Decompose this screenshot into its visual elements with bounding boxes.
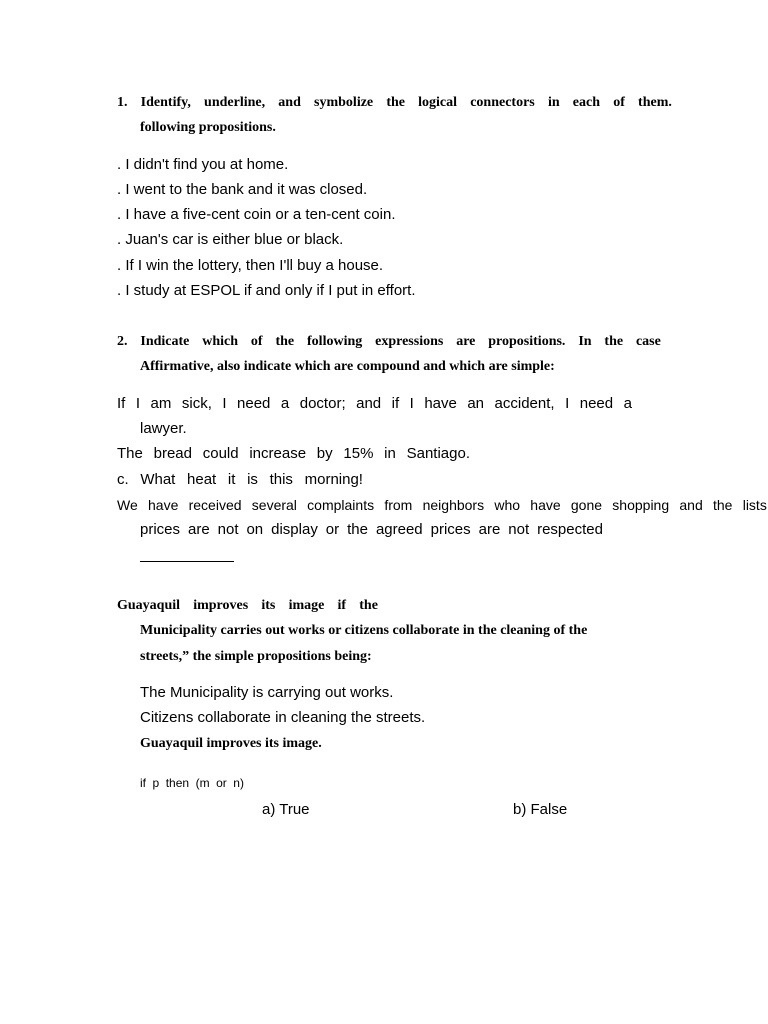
option-b-false: b) False (513, 801, 568, 818)
q2-item3 (117, 471, 363, 489)
q1-item-1: . I didn't find you at home. (117, 156, 289, 173)
word: the (275, 334, 295, 349)
word: gone (570, 497, 603, 513)
word: morning! (304, 471, 363, 488)
word: who (494, 497, 521, 513)
word: 1. (117, 95, 128, 110)
word: prices (430, 521, 471, 538)
word: not (508, 521, 530, 538)
word: of (250, 334, 263, 349)
word: in (384, 445, 396, 462)
word: n) (233, 776, 244, 790)
word: What (140, 471, 176, 488)
word: and (278, 95, 301, 110)
answer-blank-line (140, 561, 234, 562)
word: following (307, 334, 363, 349)
word: the (712, 497, 733, 513)
word: propositions. (488, 334, 566, 349)
q2-item4-line2 (140, 521, 603, 539)
word: case (635, 334, 661, 349)
word: from (384, 497, 413, 513)
q2-item1-line2: lawyer. (140, 420, 187, 437)
word: and (679, 497, 703, 513)
word: are (478, 521, 501, 538)
word: The (117, 445, 143, 462)
word: (m (195, 776, 210, 790)
word: accident, (494, 395, 555, 412)
word: need (579, 395, 614, 412)
word: have (148, 497, 179, 513)
q3-heading-line3: streets,” the simple propositions being: (140, 649, 372, 664)
word: increase (249, 445, 307, 462)
word: received (188, 497, 242, 513)
word: if (140, 776, 146, 790)
word: doctor; (299, 395, 346, 412)
word: I (135, 395, 141, 412)
q3-prop-3: Guayaquil improves its image. (140, 736, 322, 751)
word: underline, (204, 95, 266, 110)
word: image (288, 598, 325, 613)
word: have (530, 497, 561, 513)
q1-heading-line2: following propositions. (140, 120, 276, 135)
word: improves (193, 598, 249, 613)
q1-item-2: . I went to the bank and it was closed. (117, 181, 368, 198)
q3-prop-2: Citizens collaborate in cleaning the streets. (140, 709, 426, 726)
word: the (347, 521, 368, 538)
q2-heading-line1 (117, 333, 661, 351)
word: a (623, 395, 632, 412)
word: if (391, 395, 400, 412)
word: and (356, 395, 382, 412)
word: sick, (181, 395, 212, 412)
word: prices (140, 521, 181, 538)
word: expressions (375, 334, 444, 349)
word: then (165, 776, 190, 790)
word: c. (117, 471, 129, 488)
q1-item-5: . If I win the lottery, then I'll buy a house. (117, 257, 384, 274)
word: In (578, 334, 592, 349)
word: Guayaquil (117, 598, 181, 613)
q3-prop-1: The Municipality is carrying out works. (140, 684, 394, 701)
word: or (325, 521, 340, 538)
q3-heading-line1 (117, 597, 378, 615)
q1-item-6: . I study at ESPOL if and only if I put in effort. (117, 282, 416, 299)
word: in (547, 95, 560, 110)
word: them. (638, 95, 672, 110)
word: of (613, 95, 625, 110)
q1-item-4: . Juan's car is either blue or black. (117, 231, 344, 248)
word: lists (742, 497, 767, 513)
word: the (604, 334, 624, 349)
word: am (150, 395, 172, 412)
q2-heading-line2: Affirmative, also indicate which are compound and which are simple: (140, 359, 555, 374)
word: each (572, 95, 601, 110)
word: Identify, (140, 95, 191, 110)
word: by (316, 445, 333, 462)
word: logical (418, 95, 458, 110)
word: are (456, 334, 476, 349)
q2-item4-line1 (117, 496, 767, 514)
word: bread (153, 445, 192, 462)
word: or (216, 776, 227, 790)
word: heat (187, 471, 217, 488)
word: an (467, 395, 485, 412)
word: its (261, 598, 276, 613)
word: We (117, 497, 138, 513)
option-a-true: a) True (262, 801, 310, 818)
word: shopping (612, 497, 670, 513)
word: 2. (117, 334, 128, 349)
word: Santiago. (406, 445, 470, 462)
word: the (386, 95, 405, 110)
word: If (117, 395, 126, 412)
word: could (202, 445, 239, 462)
word: if (337, 598, 347, 613)
q2-item1-line1 (117, 395, 632, 413)
word: I (409, 395, 414, 412)
word: is (247, 471, 258, 488)
q3-heading-line2: Municipality carries out works or citizens collaborate in the cleaning of the (140, 623, 588, 638)
word: this (269, 471, 293, 488)
word: connectors (470, 95, 535, 110)
q1-heading-line1 (117, 94, 672, 112)
word: have (424, 395, 457, 412)
word: I (565, 395, 570, 412)
word: which (202, 334, 239, 349)
word: the (359, 598, 378, 613)
word: Indicate (140, 334, 190, 349)
q2-item2 (117, 445, 470, 463)
q1-item-3: . I have a five-cent coin or a ten-cent coin. (117, 206, 396, 223)
word: respected (537, 521, 603, 538)
word: several (251, 497, 297, 513)
word: not (217, 521, 239, 538)
word: agreed (375, 521, 423, 538)
word: complaints (307, 497, 375, 513)
q3-formula (140, 774, 244, 792)
word: neighbors (422, 497, 485, 513)
word: p (152, 776, 160, 790)
word: on (246, 521, 264, 538)
word: 15% (343, 445, 374, 462)
word: symbolize (314, 95, 374, 110)
word: display (271, 521, 318, 538)
word: I (222, 395, 227, 412)
word: a (280, 395, 290, 412)
word: are (187, 521, 210, 538)
word: need (237, 395, 271, 412)
word: it (227, 471, 236, 488)
